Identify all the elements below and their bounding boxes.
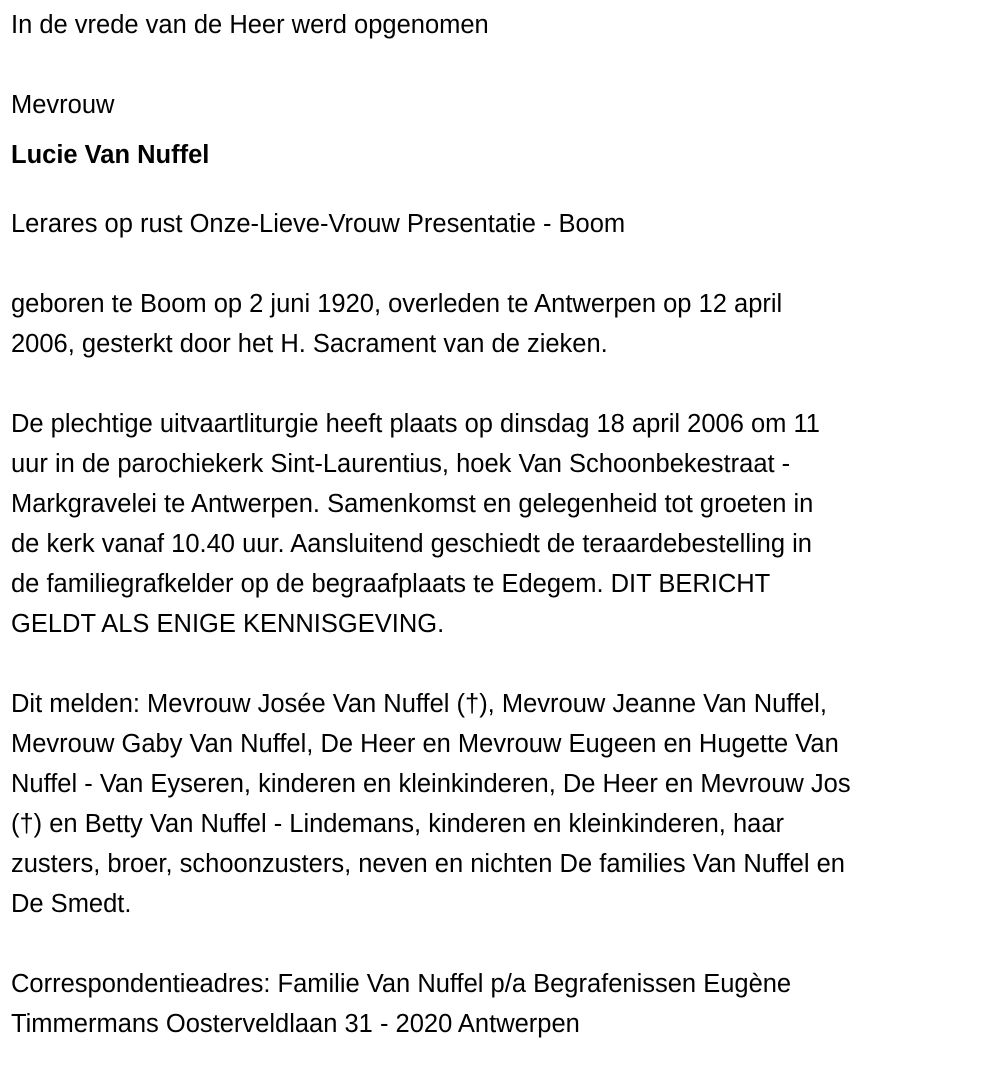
text-line: De Smedt. <box>11 890 132 918</box>
text-line: zusters, broer, schoonzusters, neven en nichten De families Van Nuffel en <box>11 850 845 878</box>
text-line: Mevrouw Gaby Van Nuffel, De Heer en Mevrouw Eugeen en Hugette Van <box>11 730 839 758</box>
text-line: geboren te Boom op 2 juni 1920, overleden te Antwerpen op 12 april <box>11 290 783 318</box>
text-line: 2006, gesterkt door het H. Sacrament van de zieken. <box>11 330 608 358</box>
text-line: Dit melden: Mevrouw Josée Van Nuffel (†), Mevrouw Jeanne Van Nuffel, <box>11 690 827 718</box>
text-line: uur in de parochiekerk Sint-Laurentius, hoek Van Schoonbekestraat - <box>11 450 791 478</box>
birth-death-paragraph <box>11 284 1000 364</box>
text-line: De plechtige uitvaartliturgie heeft plaats op dinsdag 18 april 2006 om 11 <box>11 410 820 438</box>
announcers-paragraph <box>11 684 1000 924</box>
text-line: Correspondentieadres: Familie Van Nuffel p/a Begrafenissen Eugène <box>11 970 792 998</box>
text-line: GELDT ALS ENIGE KENNISGEVING. <box>11 610 445 638</box>
text-line: de kerk vanaf 10.40 uur. Aansluitend geschiedt de teraardebestelling in <box>11 530 812 558</box>
occupation-text: Lerares op rust Onze-Lieve-Vrouw Presentatie - Boom <box>11 210 626 238</box>
text-line: Markgravelei te Antwerpen. Samenkomst en gelegenheid tot groeten in <box>11 490 814 518</box>
funeral-paragraph <box>11 404 1000 644</box>
text-line: Timmermans Oosterveldlaan 31 - 2020 Antwerpen <box>11 1010 580 1038</box>
text-line: de familiegrafkelder op de begraafplaats te Edegem. DIT BERICHT <box>11 570 771 598</box>
text-line: (†) en Betty Van Nuffel - Lindemans, kinderen en kleinkinderen, haar <box>11 810 785 838</box>
title-text: Mevrouw <box>11 91 115 119</box>
correspondence-paragraph <box>11 964 1000 1044</box>
text-line: Nuffel - Van Eyseren, kinderen en kleinkinderen, De Heer en Mevrouw Jos <box>11 770 851 798</box>
deceased-name: Lucie Van Nuffel <box>11 141 210 169</box>
intro-text: In de vrede van de Heer werd opgenomen <box>11 11 489 39</box>
